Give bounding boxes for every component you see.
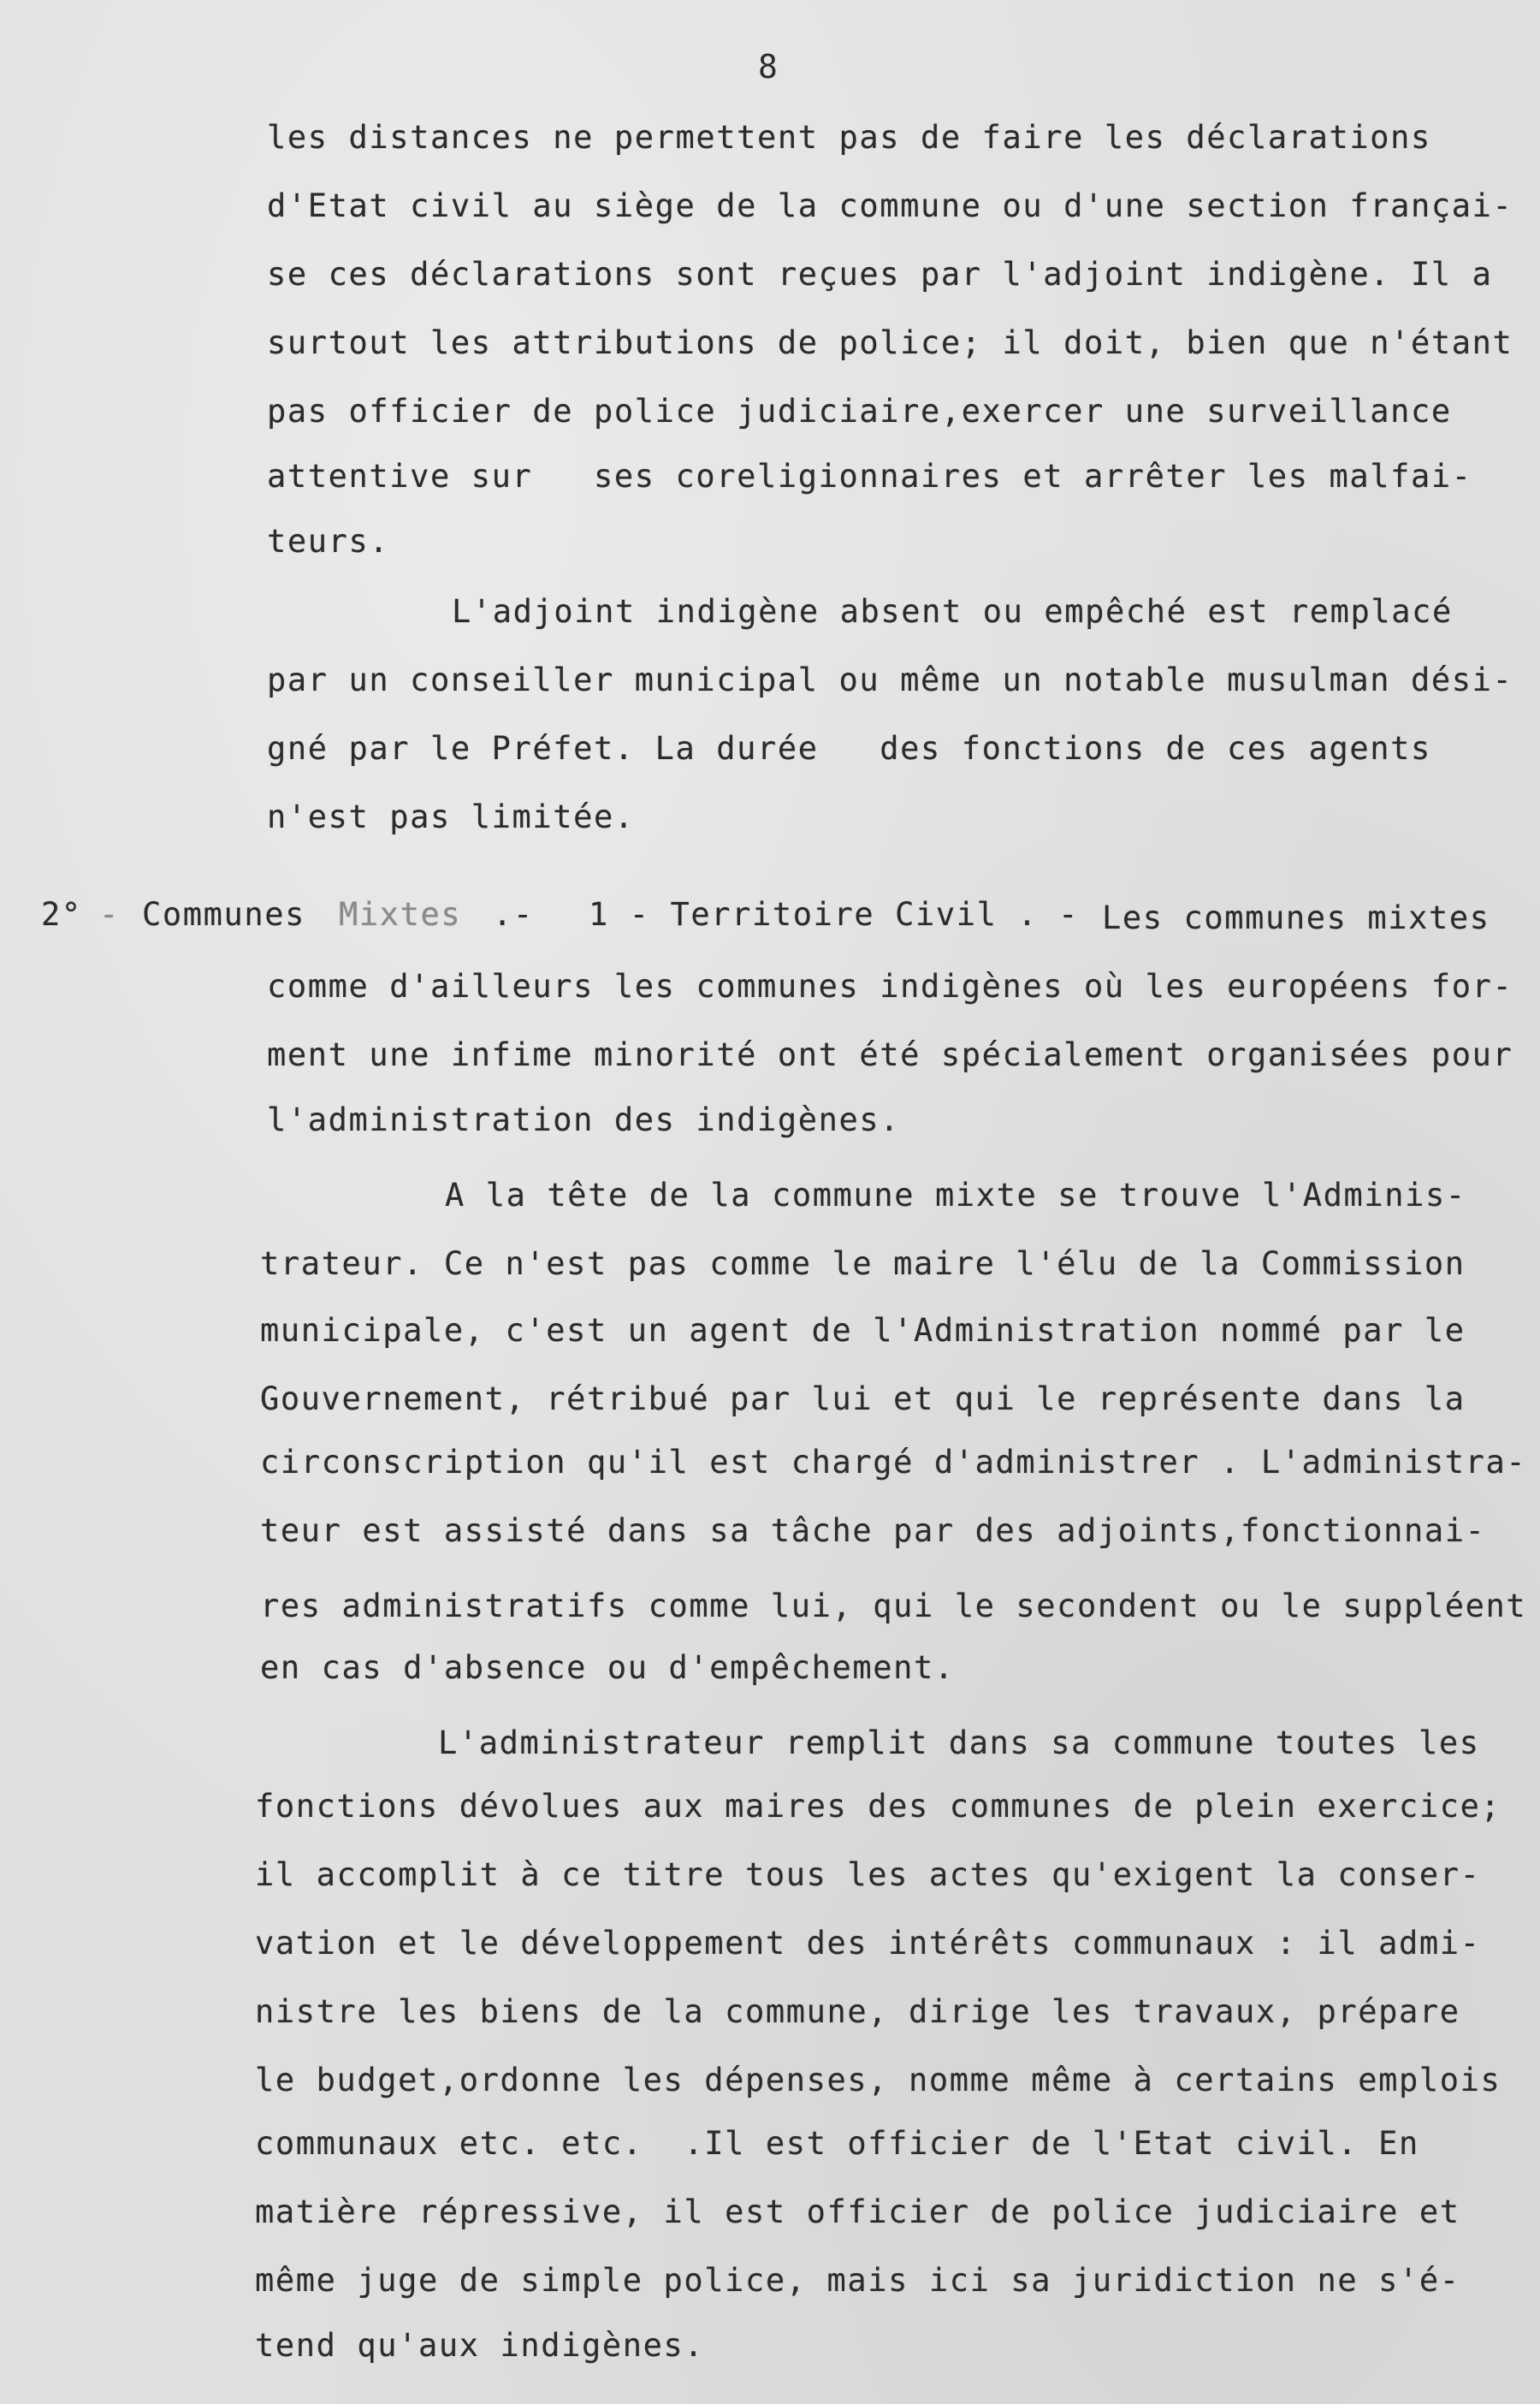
text-line: en cas d'absence ou d'empêchement. xyxy=(260,1649,955,1686)
text-line: L'administrateur remplit dans sa commune toutes les xyxy=(438,1724,1480,1761)
page-number: 8 xyxy=(758,48,779,86)
text-line: pas officier de police judiciaire,exercer une surveillance xyxy=(267,393,1452,430)
text-line: le budget,ordonne les dépenses, nomme même à certains emplois xyxy=(255,2062,1502,2098)
text-line: se ces déclarations sont reçues par l'adjoint indigène. Il a xyxy=(267,256,1493,293)
text-line: fonctions dévolues aux maires des communes de plein exercice; xyxy=(255,1788,1502,1825)
text-line: surtout les attributions de police; il doit, bien que n'étant xyxy=(267,324,1513,361)
text-line: ment une infime minorité ont été spécialement organisées pour xyxy=(267,1036,1513,1073)
text-line: communaux etc. etc. .Il est officier de l'Etat civil. En xyxy=(255,2125,1419,2162)
text-line: gné par le Préfet. La durée des fonctions de ces agents xyxy=(267,730,1431,767)
text-line: circonscription qu'il est chargé d'administrer . L'administra- xyxy=(260,1444,1527,1481)
text-line: Les communes mixtes xyxy=(1102,899,1490,936)
text-line: A la tête de la commune mixte se trouve l'Adminis- xyxy=(445,1177,1466,1214)
text-line: L'adjoint indigène absent ou empêché est remplacé xyxy=(452,593,1453,630)
text-line: res administratifs comme lui, qui le secondent ou le suppléent xyxy=(260,1588,1527,1624)
text-line: même juge de simple police, mais ici sa juridiction ne s'é- xyxy=(255,2262,1460,2299)
text-line: teur est assisté dans sa tâche par des adjoints,fonctionnai- xyxy=(260,1512,1486,1549)
text-line: nistre les biens de la commune, dirige les travaux, prépare xyxy=(255,1993,1460,2030)
text-line: d'Etat civil au siège de la commune ou d'une section françai- xyxy=(267,187,1513,224)
text-line: matière répressive, il est officier de police judiciaire et xyxy=(255,2193,1460,2230)
text-line: Gouvernement, rétribué par lui et qui le représente dans la xyxy=(260,1380,1466,1417)
section-title-faded: Mixtes xyxy=(339,896,462,933)
text-line: teurs. xyxy=(267,523,390,560)
text-line: il accomplit à ce titre tous les actes qu'exigent la conser- xyxy=(255,1856,1481,1893)
section-number: 2° xyxy=(41,896,82,933)
text-line: trateur. Ce n'est pas comme le maire l'élu de la Commission xyxy=(260,1245,1466,1282)
text-line: comme d'ailleurs les communes indigènes où les européens for- xyxy=(267,968,1513,1005)
text-line: municipale, c'est un agent de l'Administration nommé par le xyxy=(260,1312,1466,1349)
text-line: vation et le développement des intérêts communaux : il admi- xyxy=(255,1925,1481,1962)
text-line: attentive sur ses coreligionnaires et arrêter les malfai- xyxy=(267,458,1472,495)
text-line: les distances ne permettent pas de faire les déclarations xyxy=(267,119,1431,156)
text-line: n'est pas limitée. xyxy=(267,798,635,835)
text-line: tend qu'aux indigènes. xyxy=(255,2327,705,2364)
text-line: par un conseiller municipal ou même un notable musulman dési- xyxy=(267,662,1513,698)
section-title-end: .- xyxy=(493,896,534,933)
section-title: Communes xyxy=(142,896,306,933)
text-line: l'administration des indigènes. xyxy=(267,1101,901,1138)
section-dash: - xyxy=(99,896,120,933)
subheading: 1 - Territoire Civil . - xyxy=(589,896,1080,933)
